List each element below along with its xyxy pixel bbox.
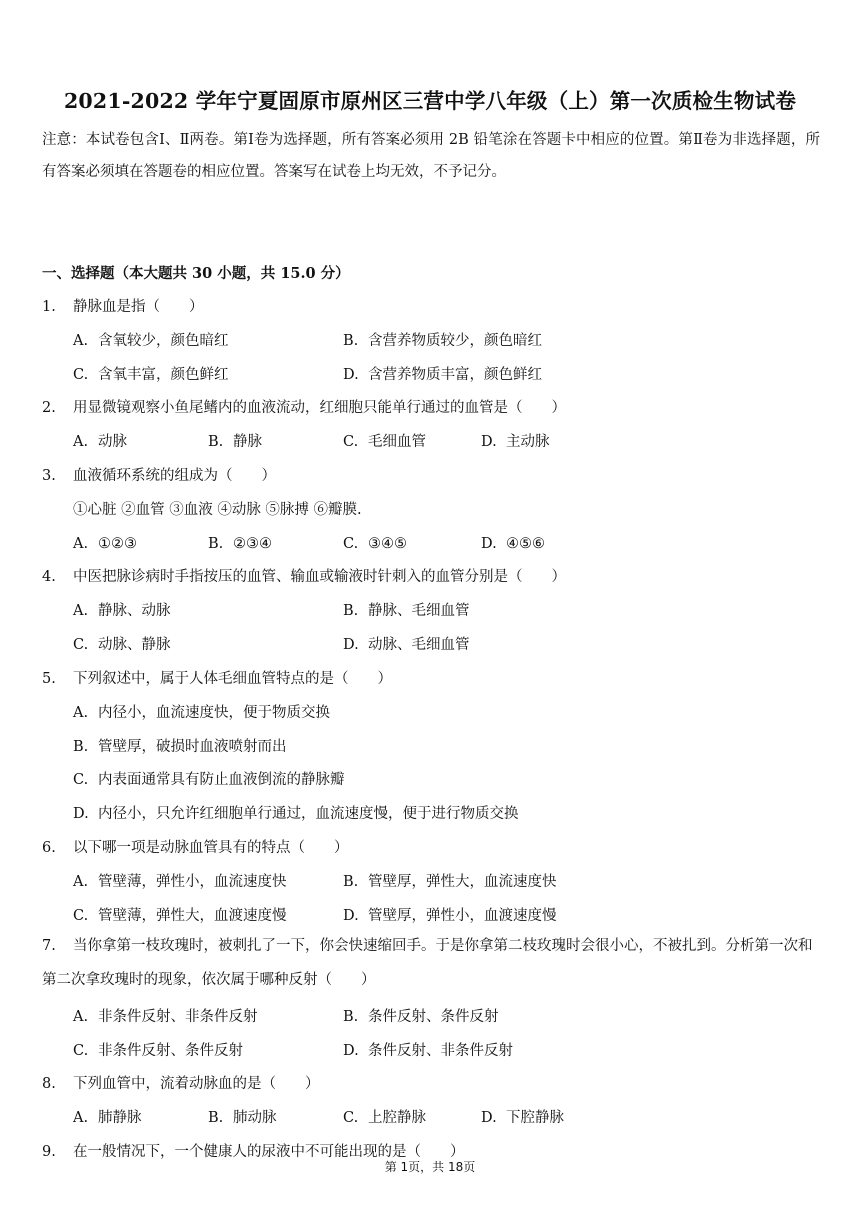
option-letter: C. [73, 367, 89, 383]
option-a[interactable] [73, 534, 137, 554]
exam-title: 2021-2022 学年宁夏固原市原州区三营中学八年级（上）第一次质检生物试卷 [63, 89, 797, 113]
option-a[interactable] [73, 703, 330, 723]
option-d[interactable] [481, 534, 545, 554]
question-number: 4. [42, 569, 56, 585]
option-d[interactable] [343, 635, 470, 655]
option-text: 含营养物质丰富，颜色鲜红 [368, 367, 542, 383]
option-c[interactable] [73, 770, 345, 790]
option-letter: A. [73, 536, 89, 552]
question-text: 在一般情况下，一个健康人的尿液中不可能出现的是（ ） [73, 1144, 465, 1160]
exam-notice: 注意：本试卷包含Ⅰ、Ⅱ两卷。第Ⅰ卷为选择题，所有答案必须用 2B 铅笔涂在答题卡中相应的位置。第Ⅱ卷为非选择题，所有答案必须填在答题卷的相应位置。答案写在试卷上均无效，不予记分。 [42, 132, 820, 180]
option-text: 管壁薄，弹性大，血渡速度慢 [98, 908, 287, 924]
option-b[interactable] [73, 737, 287, 757]
option-letter: B. [343, 874, 359, 890]
option-text: 管壁厚，弹性小，血渡速度慢 [368, 908, 557, 924]
option-letter: C. [343, 536, 359, 552]
option-b[interactable] [208, 432, 262, 452]
option-text: 管壁薄，弹性小，血流速度快 [98, 874, 287, 890]
option-text: 内径小，只允许红细胞单行通过，血流速度慢，便于进行物质交换 [98, 806, 519, 822]
option-letter: A. [73, 333, 89, 349]
option-letter: A. [73, 705, 89, 721]
page-footer: 第 1页，共 18页 [384, 1160, 476, 1174]
question-2 [42, 398, 566, 418]
option-c[interactable] [343, 534, 407, 554]
question-text: 中医把脉诊病时手指按压的血管、输血或输液时针刺入的血管分别是（ ） [73, 569, 566, 585]
option-text: 静脉 [233, 434, 262, 450]
option-a[interactable] [73, 872, 287, 892]
option-d[interactable] [343, 365, 542, 385]
question-text: 下列血管中，流着动脉血的是（ ） [73, 1076, 320, 1092]
option-text: 静脉、毛细血管 [368, 603, 470, 619]
option-letter: C. [73, 772, 89, 788]
section-heading: 一、选择题（本大题共 30 小题，共 15.0 分） [42, 265, 350, 282]
option-text: 肺静脉 [98, 1110, 142, 1126]
option-text: 动脉、毛细血管 [368, 637, 470, 653]
option-letter: D. [343, 367, 359, 383]
option-letter: B. [343, 1009, 359, 1025]
option-c[interactable] [343, 1108, 426, 1128]
option-b[interactable] [343, 1007, 499, 1027]
option-text: 非条件反射、非条件反射 [98, 1009, 258, 1025]
question-number: 5. [42, 671, 56, 687]
option-d[interactable] [481, 432, 550, 452]
option-a[interactable] [73, 601, 171, 621]
option-letter: D. [73, 806, 89, 822]
question-7 [42, 929, 820, 997]
question-8 [42, 1074, 320, 1094]
question-3 [42, 466, 276, 486]
question-3-stem-items: ①心脏 ②血管 ③血液 ④动脉 ⑤脉搏 ⑥瓣膜. [73, 502, 362, 518]
option-letter: A. [73, 874, 89, 890]
option-text: 非条件反射、条件反射 [98, 1043, 243, 1059]
question-number: 3. [42, 468, 56, 484]
option-letter: D. [481, 434, 497, 450]
option-text: 下腔静脉 [506, 1110, 564, 1126]
option-text: 静脉、动脉 [98, 603, 171, 619]
option-text: 条件反射、非条件反射 [368, 1043, 513, 1059]
question-number: 7. [42, 938, 56, 954]
option-text: 含营养物质较少，颜色暗红 [368, 333, 542, 349]
option-text: 动脉、静脉 [98, 637, 171, 653]
option-letter: B. [343, 603, 359, 619]
option-c[interactable] [73, 1041, 243, 1061]
option-letter: B. [343, 333, 359, 349]
option-letter: B. [208, 1110, 224, 1126]
option-a[interactable] [73, 1108, 142, 1128]
option-letter: C. [343, 1110, 359, 1126]
question-6 [42, 838, 349, 858]
option-b[interactable] [208, 1108, 277, 1128]
option-b[interactable] [208, 534, 272, 554]
option-letter: A. [73, 1110, 89, 1126]
option-d[interactable] [481, 1108, 564, 1128]
option-a[interactable] [73, 1007, 258, 1027]
option-b[interactable] [343, 331, 542, 351]
option-letter: D. [343, 1043, 359, 1059]
question-text: 当你拿第一枝玫瑰时，被刺扎了一下，你会快速缩回手。于是你拿第二枝玫瑰时会很小心，不被扎到。分析第一次和第二次拿玫瑰时的现象，依次属于哪种反射（ ） [42, 938, 813, 988]
question-5 [42, 669, 392, 689]
option-b[interactable] [343, 872, 557, 892]
question-1 [42, 297, 204, 317]
option-text: 主动脉 [506, 434, 550, 450]
question-text: 下列叙述中，属于人体毛细血管特点的是（ ） [73, 671, 392, 687]
option-d[interactable] [343, 906, 557, 926]
option-letter: B. [208, 434, 224, 450]
option-d[interactable] [73, 804, 519, 824]
option-text: 毛细血管 [368, 434, 426, 450]
option-text: 含氧较少，颜色暗红 [98, 333, 229, 349]
option-text: 管壁厚，弹性大，血流速度快 [368, 874, 557, 890]
option-a[interactable] [73, 432, 127, 452]
option-text: 管壁厚，破损时血液喷射而出 [98, 739, 287, 755]
option-text: 含氧丰富，颜色鲜红 [98, 367, 229, 383]
option-d[interactable] [343, 1041, 513, 1061]
option-letter: A. [73, 1009, 89, 1025]
option-c[interactable] [73, 635, 171, 655]
option-c[interactable] [343, 432, 426, 452]
option-text: 条件反射、条件反射 [368, 1009, 499, 1025]
option-letter: B. [208, 536, 224, 552]
question-text: 以下哪一项是动脉血管具有的特点（ ） [73, 840, 349, 856]
option-letter: D. [481, 1110, 497, 1126]
option-text: 内表面通常具有防止血液倒流的静脉瓣 [98, 772, 345, 788]
option-b[interactable] [343, 601, 470, 621]
question-text: 用显微镜观察小鱼尾鳍内的血液流动，红细胞只能单行通过的血管是（ ） [73, 400, 566, 416]
question-number: 8. [42, 1076, 56, 1092]
option-text: 上腔静脉 [368, 1110, 426, 1126]
option-letter: C. [73, 908, 89, 924]
question-number: 1. [42, 299, 56, 315]
option-text: ②③④ [233, 536, 272, 552]
option-letter: D. [343, 908, 359, 924]
question-number: 6. [42, 840, 56, 856]
option-text: ①②③ [98, 536, 137, 552]
option-c[interactable] [73, 906, 287, 926]
option-text: 肺动脉 [233, 1110, 277, 1126]
option-letter: C. [73, 637, 89, 653]
option-c[interactable] [73, 365, 229, 385]
option-text: 动脉 [98, 434, 127, 450]
option-letter: D. [343, 637, 359, 653]
option-letter: C. [343, 434, 359, 450]
option-text: ③④⑤ [368, 536, 407, 552]
option-text: 内径小，血流速度快，便于物质交换 [98, 705, 330, 721]
option-letter: D. [481, 536, 497, 552]
question-text: 血液循环系统的组成为（ ） [73, 468, 276, 484]
option-letter: A. [73, 603, 89, 619]
question-4 [42, 567, 566, 587]
question-text: 静脉血是指（ ） [73, 299, 204, 315]
option-a[interactable] [73, 331, 229, 351]
option-text: ④⑤⑥ [506, 536, 545, 552]
question-number: 2. [42, 400, 56, 416]
question-number: 9. [42, 1144, 56, 1160]
option-letter: B. [73, 739, 89, 755]
option-letter: A. [73, 434, 89, 450]
option-letter: C. [73, 1043, 89, 1059]
